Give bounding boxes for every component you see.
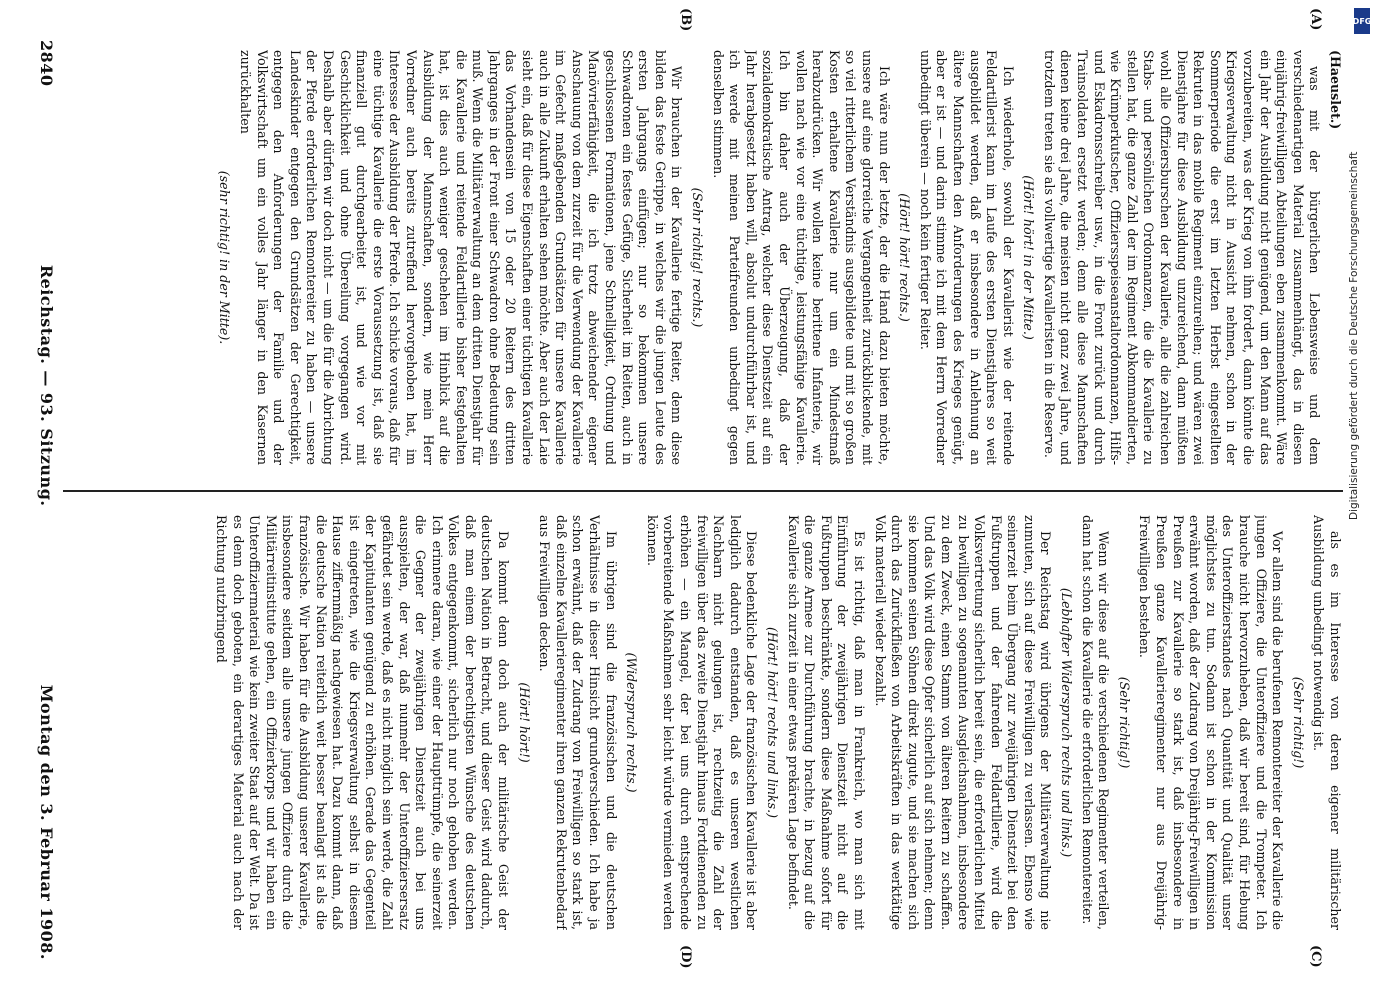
- paragraph: als es im Interesse von deren eigener militärischer Ausbildung unbedingt notwendig ist.: [1311, 515, 1343, 930]
- interjection: (Sehr richtig!): [1290, 676, 1306, 769]
- margin-mark-b: (B): [678, 8, 693, 32]
- interjection: (Hört! hört! in der Mitte.): [1021, 175, 1037, 340]
- page-header: [29, 40, 65, 960]
- interjection: (sehr richtig! in der Mitte).: [217, 170, 233, 345]
- interjection: (Sehr richtig!): [1116, 676, 1132, 769]
- interjection: (Hört! hört! rechts und links.): [765, 626, 780, 819]
- paragraph: Der Reichstag wird übrigens der Militärverwaltung nie zumuten, sich auf diese Freiwilligen zu verlassen. Ebenso wie seinerzeit beim Übergang zur zweijährigen Dienstzeit bei den Fußtruppen und der fahrenden Feldartillerie, wird die Volksvertretung sicherlich bereit sein, die erforderlichen Mittel zu bewilligen zu sogenannten Ausgleichsnahmen, insbesondere zu dem Zweck, einen Stamm von älteren Reitern zu schaffen. Und das Volk wird diese Opfer sicherlich auf sich nehmen; denn sie kommen seinen Söhnen direkt zugute, und sie machen sich durch das Zurückfließen von Arbeitskräften in das werktätige Volk materiell wieder bezahlt.: [872, 515, 1054, 930]
- interjection: (Sehr richtig! rechts.): [690, 187, 706, 328]
- left-column: [73, 50, 1343, 465]
- paragraph: Es ist richtig, daß man in Frankreich, wo man sich mit Einführung der zweijährigen Dienstzeit nicht auf die Fußtruppen beschränkte, sondern diese Maßnahme sofort für die ganze Armee zur Durchführung brachte, in bezug auf die Kavallerie sich zurzeit in einer etwas prekären Lage befindet.: [785, 515, 867, 930]
- dfg-logo: DFG: [1354, 8, 1370, 34]
- margin-mark-d: (D): [678, 945, 693, 969]
- interjection: (Widerspruch rechts.): [624, 652, 640, 793]
- right-column: [73, 515, 1343, 930]
- paragraph: Ich wäre nun der letzte, der die Hand dazu bieten möchte, unsere auf eine glorreiche Vergangenheit zurückblickende, mit so viel ritterlichem Verständnis ausgebildete und mit so großen Kosten erhaltene Kavallerie nur um ein Mindestmaß herabzudrücken. Wir wollen keine berittene Infanterie, wir wollen nach wie vor eine tüchtige, leistungsfähige Kavallerie. Ich bin daher auch der Überzeugung, daß der sozialdemokratische Antrag, welcher diese Dienstzeit auf ein Jahr herabgesetzt haben will, absolut undurchführbar ist, und ich werde mit meinen Parteifreunden unbedingt gegen denselben stimmen.: [710, 50, 892, 465]
- page-number: 2840: [37, 40, 57, 87]
- funding-note: Digitalisierung gefördert durch die Deutsche Forschungsgemeinschaft: [1348, 151, 1360, 520]
- paragraph: Da kommt denn doch auch der militärische Geist der deutschen Nation in Betracht, und dieser Geist wird dadurch, daß man einem der berechtigsten Wünsche des deutschen Volkes entgegenkommt, sicherlich nur noch gehoben werden. Ich erinnere daran, wie einer der Haupttrümpfe, die seinerzeit die Gegner der zweijährigen Dienstzeit auch bei uns ausspielten, der war, daß nunmehr der Unteroffiziersersatz gefährdet sein werde, daß es nicht möglich sein werde, die Zahl der Kapitulanten genügend zu erhöhen. Gerade das Gegenteil ist eingetreten, wie die Kriegsverwaltung selbst in diesem Hause ziffernmäßig nachgewiesen hat. Dazu kommt dann, daß die deutsche Nation reiterlich weit besser beanlagt ist als die französische. Wir haben für die Ausbildung unserer Kavallerie, insbesondere seitdem alle unsere jungen Offiziere durch die Militärreitinstitute gehen, ein Offizierkorps und wir haben ein Unteroffiziermaterial wie kein zweiter Staat auf der Welt. Da ist es denn doch geboten, ein derartiges Material auch nach der Richtung nutzbringend: [214, 515, 512, 930]
- interjection: (Hört! hört!): [516, 682, 532, 763]
- interjection: (Lebhafter Widerspruch rechts und links.): [1059, 587, 1075, 858]
- session-date: Montag den 3. Februar 1908.: [37, 684, 57, 960]
- margin-mark-a: (A): [1308, 8, 1323, 31]
- paragraph: Vor allem sind die berufenen Remontereiter der Kavallerie die jungen Offiziere, die Unteroffiziere und die Trompeter. Ich brauche nicht hervorzuheben, daß wir bereit sind, für Hebung des Unteroffizierstandes nach Quantität und Qualität unser möglichstes zu tun. Sodann ist schon in der Kommission erwähnt worden, daß der Zudrang von Dreijährig-Freiwilligen in Preußen zur Kavallerie so stark ist, daß insbesondere in Preußen ganze Kavallerieregimenter nur aus Dreijährig-Freiwilligen bestehen.: [1137, 515, 1286, 930]
- paragraph: was mit der bürgerlichen Lebensweise und dem verschiedenartigen Material zusammenhängt, das in diesen einjährig-freiwilligen Abteilungen eben zusammenkommt. Wäre ein Jahr der Ausbildung nicht genügend, um den Mann auf das vorzubereiten, was der Krieg von ihm fordert, dann könnte die Kriegsverwaltung nicht in Aussicht nehmen, schon in der Sommerperiode die erst im letzten Herbst eingestellten Rekruten in das mobile Regiment einzureihen; und wären zwei Dienstjahre für diese Ausbildung unzureichend, dann müßten wohl alle Offiziersburschen der Kavallerie, alle die zahlreichen Stabs- und persönlichen Ordonnanzen, die die Kavallerie zu stellen hat, die ganze Zahl der im Regiment Abkommandierten, wie Krümperkutscher, Offiziersspeiseanstaltordonnanzen, Hilfs- und Eskadronsschreiber usw., in die Front zurück und durch Trainsoldaten ersetzt werden; denn alle diese Mannschaften dienen keine drei Jahre, die meisten nicht ganz zwei Jahre, und trotzdem treten sie als vollwertige Kavalleristen in die Reserve.: [1041, 50, 1323, 465]
- column-divider: [63, 490, 1343, 492]
- paragraph: Diese bedenkliche Lage der französischen Kavallerie ist aber lediglich dadurch entstanden, daß es unseren westlichen Nachbarn nicht gelungen ist, rechtzeitig die Zahl der freiwilligen über das zweite Dienstjahr hinaus Fortdienenden zu erhöhen — ein Mangel, der bei uns durch entsprechende vorbereitende Maßnahmen sehr leicht würde vermieden werden können.: [644, 515, 760, 930]
- margin-mark-c: (C): [1308, 945, 1323, 968]
- paragraph: Wir brauchen in der Kavallerie fertige Reiter, denn diese bilden das feste Gerippe, in welches wir die jungen Leute des ersten Jahrgangs einfügen; nur so bekommen unsere Schwadronen ein festes Gefüge, Sicherheit im Reiten, auch in geschlossenen Formationen, jene Schnelligkeit, Ordnung und Manövrierfähigkeit, die ich trotz abweichender eigener Anschauung von dem zurzeit für die Verwendung der Kavallerie im Gefecht maßgebenden Grundsätzen für unsere Kavallerie auch in alle Zukunft erhalten sehen möchte. Aber auch der Laie sieht ein, daß für diese Eigenschaften einer tüchtigen Kavallerie das Vorhandensein von 15 oder 20 Reitern des dritten Jahrganges in der Front einer Schwadron ohne Bedeutung sein muß. Wenn die Militärverwaltung an dem dritten Dienstjahr für die Kavallerie und reitende Feldartillerie bisher festgehalten hat, ist dies auch weniger geschehen im Hinblick auf die Ausbildung der Mannschaften, sondern, wie mein Herr Vorredner auch bereits zutreffend hervorgehoben hat, im Interesse der Ausbildung der Pferde. Ich schicke voraus, daß für eine tüchtige Kavallerie die erste Voraussetzung ist, daß sie finanziell gut durchgearbeitet ist, und wie vor mit Geschicklichkeit und ohne Übereilung vorgegangen wird. Deshalb aber dürfen wir doch nicht — um die für die Abrichtung der Pferde erforderlichen Remontereiter zu haben — unsere Landeskinder entgegen den Grundsätzen der Gerechtigkeit, entgegen den Anforderungen der Familie und der Volkswirtschaft um ein volles Jahr länger in den Kasernen zurückhalten: [238, 50, 685, 465]
- paragraph: Wenn wir diese auf die verschiedenen Regimenter verteilen, dann hat schon die Kavallerie die erforderlichen Remontereiter.: [1079, 515, 1112, 930]
- speaker-label: (Haeuslet.): [1328, 50, 1343, 130]
- paragraph: Im übrigen sind die französischen und die deutschen Verhältnisse in dieser Hinsicht grundverschieden. Ich habe ja schon erwähnt, daß der Zudrang von Freiwilligen so stark ist, daß einzelne Kavallerieregimenter ihren ganzen Rekrutenbedarf aus Freiwilligen decken.: [537, 515, 619, 930]
- paragraph: Ich wiederhole, sowohl der Kavallerist wie der reitende Feldartillerist kann im Laufe des ersten Dienstjahres so weit ausgebildet werden, daß er insbesondere in Anlehnung an ältere Mannschaften den Anforderungen des Krieges genügt, aber er ist — und darin stimme ich mit dem Herrn Vorredner unbedingt überein — noch kein fertiger Reiter.: [917, 50, 1016, 465]
- session-title: Reichstag. — 93. Sitzung.: [37, 264, 57, 507]
- interjection: (Hört! hört! rechts.): [897, 193, 913, 322]
